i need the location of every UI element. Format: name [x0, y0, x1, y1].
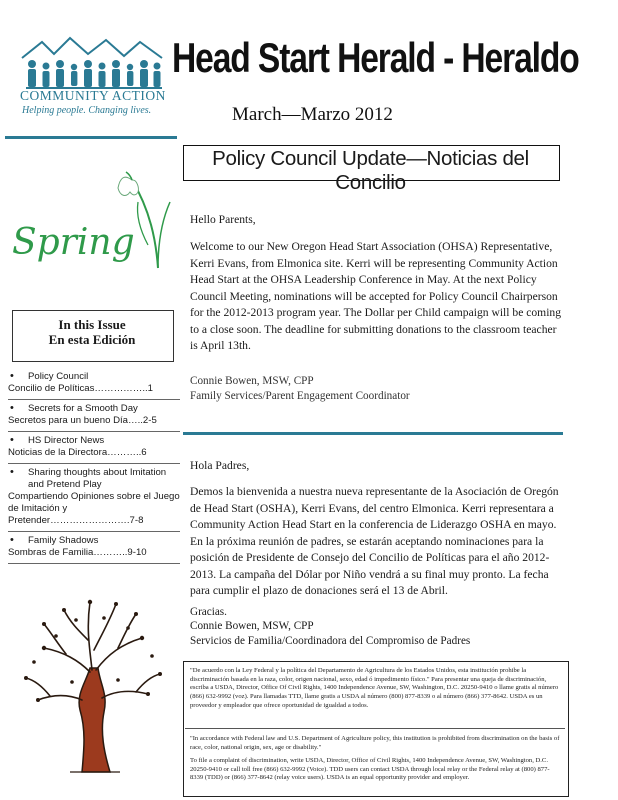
- signature-role-english: Family Services/Parent Engagement Coordinator: [190, 390, 410, 402]
- toc-item-spanish: Concilio de Políticas……………..1: [8, 383, 154, 394]
- nondiscrimination-notice-english: "In accordance with Federal law and U.S. Department of Agriculture policy, this institution is prohibited from discrimination on the basis of race, color, national origin, sex, age or disability.": [190, 735, 560, 751]
- toc-item-spanish: Compartiendo Opiniones sobre el Juego de Imitación y Pretender…………………….7-8: [8, 491, 180, 526]
- toc-item: [8, 464, 180, 532]
- sidebar-divider: [5, 136, 177, 139]
- table-of-contents: [8, 368, 180, 564]
- toc-item: [8, 532, 180, 564]
- section-heading: Policy Council Update—Noticias del Concilio: [212, 147, 529, 194]
- tree-icon: [20, 590, 165, 775]
- complaint-notice-english: To file a complaint of discrimination, write USDA, Director, Office of Civil Rights, 1400 Independence Avenue, SW, Washington, D.C. 20250-9410 or call toll free (866) 632-9992 (Voice). TDD users can contact USDA through local relay or the Federal relay at (800) 877-8339 (TDD) or (866) 377-8642 (relay voice users). USDA is an equal opportunity provider and employer.: [190, 757, 550, 782]
- toc-item-english: • HS Director News: [28, 435, 105, 446]
- nondiscrimination-notice-spanish: "De acuerdo con la Ley Federal y la política del Departamento de Agricultura de los Estados Unidos, esta institución prohibe la discriminación basada en la raza, color, origen nacional, sexo, edad ó impedimento físico." Para presentar una queja de discriminación, escriba a USDA, Director, Office Of Civil Rights, 1400 Independence Avenue, SW, Washington, D.C. 20250-9410 o llame gratis al número (866) 632-9992 (voz). Para llamadas TTD, llame gratis a USDA al número (800) 877-8339 o al número (866) 377-8642. USDA es un proveedor y empleador que ofrece oportunidad de igualdad a todos.: [190, 667, 559, 709]
- toc-item-spanish: Sombras de Familia………..9-10: [8, 547, 147, 558]
- en-esta-edicion-title: En esta Edición: [48, 332, 136, 347]
- snowdrop-flower-icon: [8, 150, 178, 270]
- in-this-issue-title: In this Issue: [58, 317, 126, 332]
- section-divider: [183, 432, 563, 435]
- toc-item-english: • Sharing thoughts about Imitation and Pretend Play: [28, 467, 167, 490]
- toc-item-english: • Policy Council: [28, 371, 89, 382]
- greeting-spanish: Hola Padres,: [190, 459, 250, 472]
- greeting-english: Hello Parents,: [190, 213, 256, 226]
- toc-item-spanish: Noticias de la Directora………..6: [8, 447, 147, 458]
- toc-item: [8, 400, 180, 432]
- toc-item-english: • Secrets for a Smooth Day: [28, 403, 138, 414]
- toc-item-spanish: Secretos para un bueno Día…..2-5: [8, 415, 157, 426]
- paragraph-english: Welcome to our New Oregon Head Start Association (OHSA) Representative, Kerri Evans, from Elmonica site. Kerri will be representing Community Action Head Start at the OHSA Leadership Conference in May. At the next Policy Council Meeting, nominations will be accepted for Policy Council Chairperson for the 2012-2013 program year. The Dollar per Child campaign will be coming to a close soon. The deadline for submitting donations to the classroom teacher is April 13th.: [190, 240, 562, 352]
- toc-item-english: • Family Shadows: [28, 535, 99, 546]
- spring-label: Spring: [12, 222, 135, 263]
- toc-item: [8, 432, 180, 464]
- signature-role-spanish: Servicios de Familia/Coordinadora del Compromiso de Padres: [190, 635, 471, 647]
- closing-spanish: Gracias.: [190, 606, 227, 618]
- notice-divider: [185, 728, 565, 729]
- logo-name: COMMUNITY ACTION: [20, 88, 166, 103]
- paragraph-spanish: Demos la bienvenida a nuestra nueva representante de la Asociación de Oregón de Head Start (OSHA), Kerri Evans, del centro Elmonica. Kerri representara a Community Action Head Start en la conferencia de Liderazgo OSHA en mayo. En la próxima reunión de padres, se estarán aceptando nominaciones para la posición de Presidente de Consejo del Concilio de Políticas para el año 2012-2013. La campaña del Dólar por Niño vendrá a su final muy pronto. La fecha para cumplir el plazo de donaciones será el 13 de Abril.: [190, 485, 559, 597]
- toc-item: [8, 368, 180, 400]
- newsletter-title: Head Start Herald - Heraldo: [172, 34, 579, 81]
- signature-name-spanish: Connie Bowen, MSW, CPP: [190, 620, 314, 632]
- logo-tagline: Helping people. Changing lives.: [22, 105, 152, 116]
- signature-name-english: Connie Bowen, MSW, CPP: [190, 375, 314, 387]
- issue-date: March—Marzo 2012: [232, 104, 393, 125]
